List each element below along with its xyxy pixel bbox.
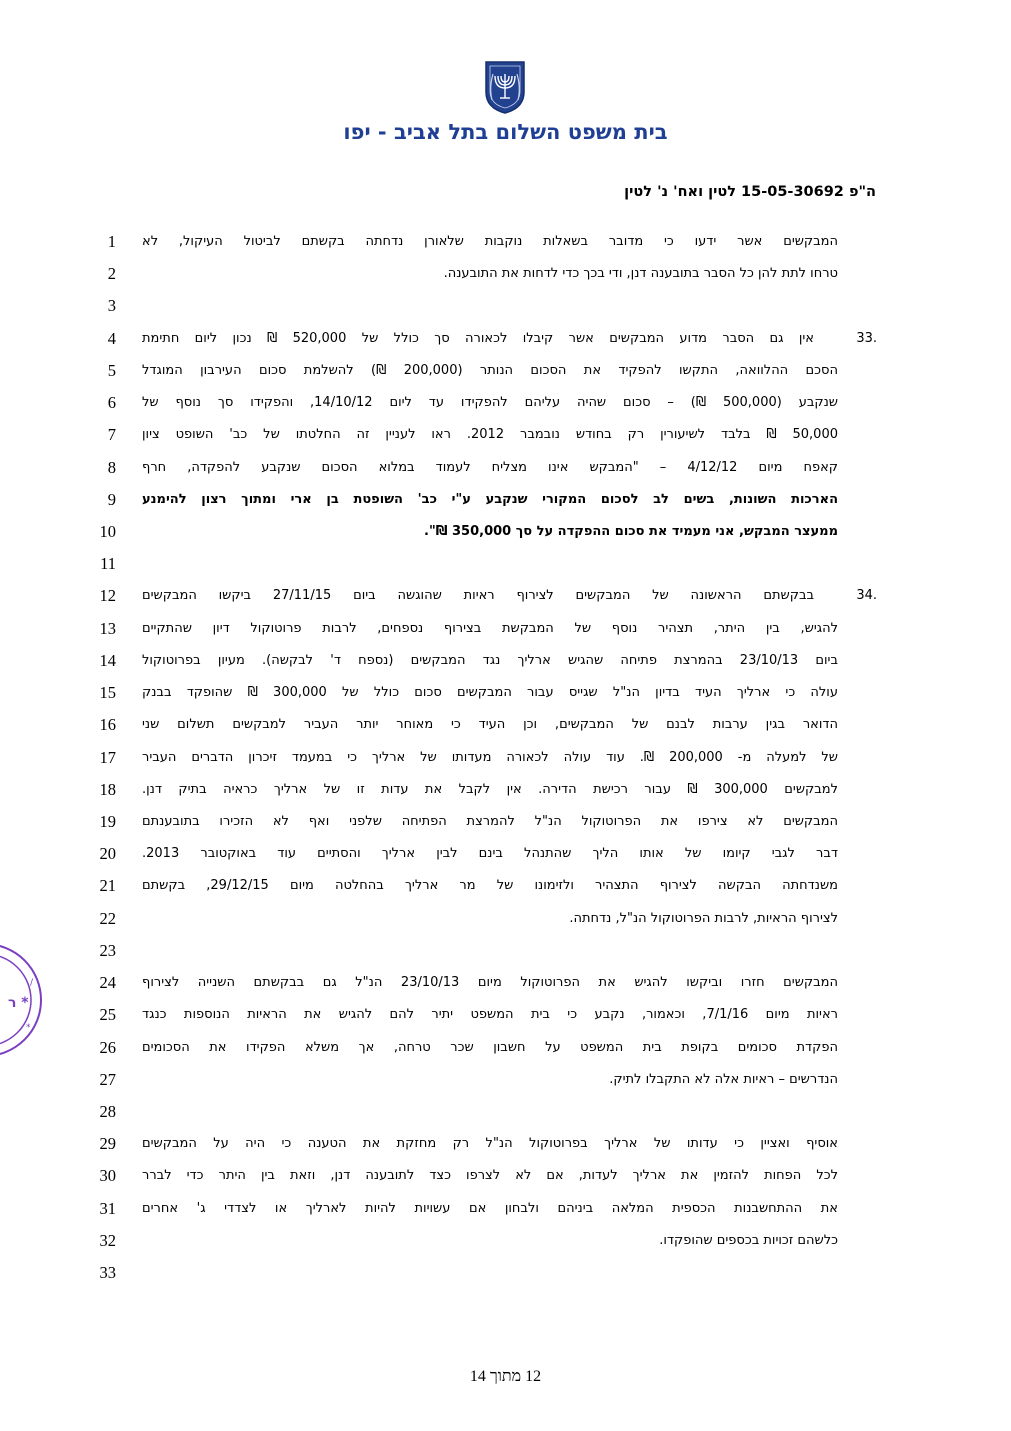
line-number: 1 xyxy=(107,232,116,251)
body-text-line: את ההתחשבנות הכספית המלאה ביניהם ולבחון אם עשויות להיות לארליך או לצדדי ג' אחרים xyxy=(142,1201,838,1216)
line-number: 30 xyxy=(99,1166,116,1185)
body-text-line: כלשהם זכויות בכספים שהופקדו. xyxy=(659,1233,838,1248)
svg-text:ר *: ר * xyxy=(8,995,29,1011)
case-title: ה"פ 15-05-30692 לטין ואח' נ' לטין xyxy=(624,184,876,200)
svg-text:*: * xyxy=(26,1023,31,1033)
line-number: 21 xyxy=(99,876,116,895)
line-number: 23 xyxy=(99,941,116,960)
court-stamp-icon xyxy=(0,925,45,1075)
line-number: 14 xyxy=(99,651,116,670)
line-number: 19 xyxy=(99,812,116,831)
line-number: 17 xyxy=(99,748,116,767)
line-number: 16 xyxy=(99,715,116,734)
svg-text:/: / xyxy=(30,978,34,988)
line-number: 20 xyxy=(99,844,116,863)
line-number: 10 xyxy=(99,522,116,541)
body-text-line: להגיש, בין היתר, תצהיר נוסף של המבקשת בצירוף נספחים, לרבות פרוטוקול דיון שהתקיים xyxy=(142,621,838,636)
body-text-line: ביום 23/10/13 בהמרצת פתיחה שהגיש ארליך נגד המבקשים (נספח ד' לבקשה). מעיון בפרוטוקול xyxy=(142,653,838,668)
body-text-line: הדואר בגין ערבות לבנם של המבקשים, וכן העיד כי מאוחר יותר העביר למבקשים תשלום שני xyxy=(142,717,838,732)
body-text-line: קאפח מיום 4/12/12 – "המבקש אינו מצליח לעמוד במלוא הסכום שנקבע להפקדה, חרף xyxy=(142,460,838,475)
body-text-line: ממעצר המבקש, אני מעמיד את סכום ההפקדה על סך 350,000 ₪". xyxy=(424,524,838,539)
line-number: 12 xyxy=(99,586,116,605)
line-number: 8 xyxy=(107,458,116,477)
line-number: 18 xyxy=(99,780,116,799)
state-emblem-icon xyxy=(484,60,526,114)
line-number: 22 xyxy=(99,909,116,928)
line-number: 9 xyxy=(107,490,116,509)
body-text-line: הפקדת סכומים בקופת בית המשפט על חשבון שכר טרחה, אך משלא הפקידו את הסכומים xyxy=(142,1040,838,1055)
paragraph-number: 33. xyxy=(856,331,877,346)
line-number: 26 xyxy=(99,1038,116,1057)
line-number: 11 xyxy=(100,554,116,573)
body-text-line: הארכות השונות, בשים לב לסכום המקורי שנקבע ע"י כב' השופטת בן ארי ומתוך רצון להימנע xyxy=(142,492,838,507)
body-text-line: המבקשים אשר ידעו כי מדובר בשאלות נוקבות שלאורן נדחתה בקשתם לביטול העיקול, לא xyxy=(142,234,838,249)
body-text-line: משנדחתה הבקשה לצירוף התצהיר ולזימונו של מר ארליך בהחלטה מיום 29/12/15, בקשתם xyxy=(142,878,838,893)
body-text-line: לצירוף הראיות, לרבות הפרוטוקול הנ"ל, נדחתה. xyxy=(569,911,838,926)
body-text-line: שנקבע (500,000 ₪) – סכום שהיה עליהם להפקידו עד ליום 14/10/12, והפקידו סך נוסף של xyxy=(142,395,838,410)
line-number: 4 xyxy=(107,329,116,348)
line-number: 2 xyxy=(107,264,116,283)
body-text-line: אין גם הסבר מדוע המבקשים אשר קיבלו לכאורה סך כולל של 520,000 ₪ נכון ליום חתימת xyxy=(142,331,814,346)
paragraph-number: 34. xyxy=(856,588,877,603)
body-text-line: אוסיף ואציין כי עדותו של ארליך בפרוטוקול הנ"ל רק מחזקת את הטענה כי היה על המבקשים xyxy=(142,1136,838,1151)
line-number: 29 xyxy=(99,1134,116,1153)
body-text-line: הנדרשים – ראיות אלה לא התקבלו לתיק. xyxy=(609,1072,838,1087)
line-number: 31 xyxy=(99,1199,116,1218)
body-text-line: של למעלה מ- 200,000 ₪. עוד עולה לכאורה מעדותו של ארליך כי במעמד זיכרון הדברים העביר xyxy=(142,750,838,765)
body-text-line: לכל הפחות להזמין את ארליך לעדות, אם לא לצרפו כצד לתובענה דנן, וזאת בין היתר כדי לברר xyxy=(142,1168,838,1183)
line-number: 13 xyxy=(99,619,116,638)
line-number: 6 xyxy=(107,393,116,412)
court-name: בית משפט השלום בתל אביב - יפו xyxy=(343,120,668,144)
body-text-line: דבר לגבי קיומו של אותו הליך שהתנהל בינם לבין ארליך והסתיים עוד באוקטובר 2013. xyxy=(142,846,838,861)
body-text-line: טרחו לתת להן כל הסבר בתובענה דנן, ודי בכך כדי לדחות את התובענה. xyxy=(443,266,838,281)
line-number: 24 xyxy=(99,973,116,992)
body-text-line: בבקשתם הראשונה של המבקשים לצירוף ראיות שהוגשה ביום 27/11/15 ביקשו המבקשים xyxy=(142,588,814,603)
line-number: 3 xyxy=(107,296,116,315)
body-text-line: עולה כי ארליך העיד בדיון הנ"ל שגייס עבור המבקשים סכום כולל של 300,000 ₪ שהופקד בבנק xyxy=(142,685,838,700)
line-number: 28 xyxy=(99,1102,116,1121)
body-text-line: 50,000 ₪ בלבד לשיעורין רק בחודש נובמבר 2012. ראו לעניין זה החלטתו של כב' השופט ציון xyxy=(142,427,838,442)
line-number: 15 xyxy=(99,683,116,702)
line-number: 25 xyxy=(99,1005,116,1024)
body-text-line: הסכם ההלוואה, התקשו להפקיד את הסכום הנותר (200,000 ₪) להשלמת סכום העירבון המוגדל xyxy=(142,363,838,378)
line-number: 5 xyxy=(107,361,116,380)
body-text-line: המבקשים חזרו וביקשו להגיש את הפרוטוקול מיום 23/10/13 הנ"ל גם בבקשתם השנייה לצירוף xyxy=(142,975,838,990)
line-number: 7 xyxy=(107,425,116,444)
body-text-line: למבקשים 300,000 ₪ עבור רכישת הדירה. אין לקבל את עדות זו של ארליך כראיה בתיק דנן. xyxy=(142,782,838,797)
line-number: 27 xyxy=(99,1070,116,1089)
body-text-line: ראיות מיום 7/1/16, וכאמור, נקבע כי בית המשפט יתיר להם להגיש את הראיות הנוספות כנגד xyxy=(142,1007,838,1022)
page-number: 12 מתוך 14 xyxy=(469,1368,542,1385)
line-number: 33 xyxy=(99,1263,116,1282)
body-text-line: המבקשים לא צירפו את הפרוטוקול הנ"ל להמרצת הפתיחה שלפני ואף לא הזכירו בתובענתם xyxy=(142,814,838,829)
line-number: 32 xyxy=(99,1231,116,1250)
